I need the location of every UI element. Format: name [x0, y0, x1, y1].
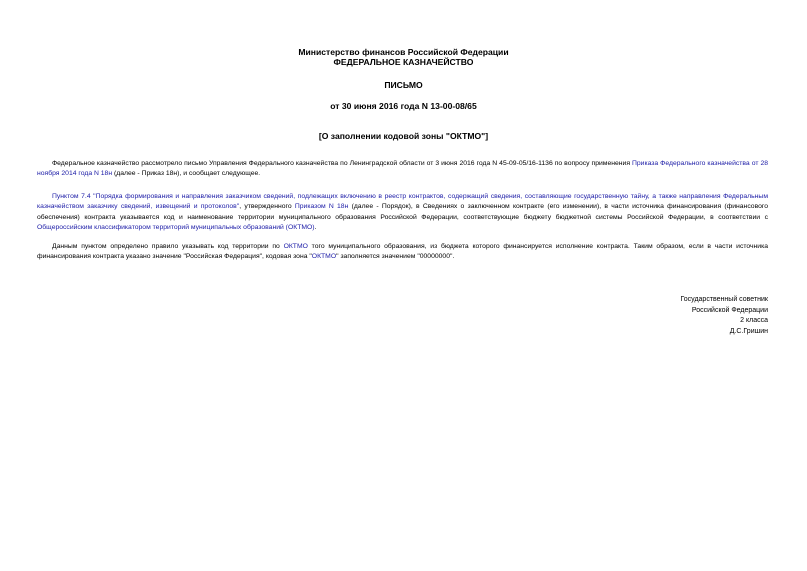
- link-oktmo-2[interactable]: ОКТМО: [311, 253, 337, 261]
- paragraph-3-text-3: " заполняется значением "00000000".: [336, 253, 455, 261]
- paragraph-2-text-3: .: [314, 224, 317, 232]
- signature-title: Государственный советник: [680, 296, 768, 303]
- signature-name: Д.С.Гришин: [729, 327, 768, 335]
- paragraph-2: [37, 192, 768, 234]
- document-subject: [О заполнении кодовой зоны "ОКТМО"]: [318, 131, 489, 141]
- signature-class: 2 класса: [740, 317, 768, 325]
- paragraph-3-text-2: того муниципального образования, из бюджета которого финансируется исполнение контракта. Таким образом, если в части источника финансирования контракта указано значение "Российская Федерация", кодовая зона ": [37, 243, 769, 261]
- agency-name: ФЕДЕРАЛЬНОЕ КАЗНАЧЕЙСТВО: [333, 57, 474, 67]
- paragraph-1: [37, 159, 768, 180]
- paragraph-2-text-2: (далее - Порядок), в Сведениях о заключенном контракте (его изменении), в части источника финансирования (финансового обеспечения) контракта указывается код и наименование территории муниципального образования Российской Федерации, соответствующие бюджету бюджетной системы Российской Федерации, в соответствии с: [37, 203, 768, 221]
- signature-block: [680, 295, 768, 337]
- link-prikaz-n-18n[interactable]: Приказом N 18н: [294, 203, 349, 211]
- paragraph-3-text-1: Данным пунктом определено правило указывать код территории по: [52, 243, 284, 250]
- document-header: [0, 47, 807, 67]
- link-punkt-7-4[interactable]: Пунктом 7.4 "Порядка формирования и направления заказчиком сведений, подлежащих включению в реестр контрактов, содержащий сведения, составляющие государственную тайну, а также направления Федеральным казначейством заказчику сведений, извещений и протоколов": [37, 193, 768, 211]
- ministry-name: Министерство финансов Российской Федерации: [298, 47, 509, 57]
- paragraph-2-text-1: , утвержденного: [239, 203, 295, 211]
- link-oktmo-1[interactable]: ОКТМО: [283, 243, 308, 250]
- paragraph-1-text-1: Федеральное казначейство рассмотрело письмо Управления Федерального казначейства по Ленинградской области от 3 июня 2016 года N 45-09-05/16-1136 по вопросу применения: [52, 160, 632, 167]
- document-date-number: от 30 июня 2016 года N 13-00-08/65: [330, 101, 477, 111]
- document-type: ПИСЬМО: [384, 80, 423, 90]
- signature-country: Российской Федерации: [691, 306, 768, 314]
- link-prikaz-18n[interactable]: Приказа Федерального казначейства от 28 ноября 2014 года N 18н: [37, 160, 768, 178]
- paragraph-3: [37, 242, 768, 263]
- link-oktmo-classifier[interactable]: Общероссийским классификатором территорий муниципальных образований (ОКТМО): [37, 224, 315, 232]
- paragraph-1-text-2: (далее - Приказ 18н), и сообщает следующее.: [112, 170, 261, 178]
